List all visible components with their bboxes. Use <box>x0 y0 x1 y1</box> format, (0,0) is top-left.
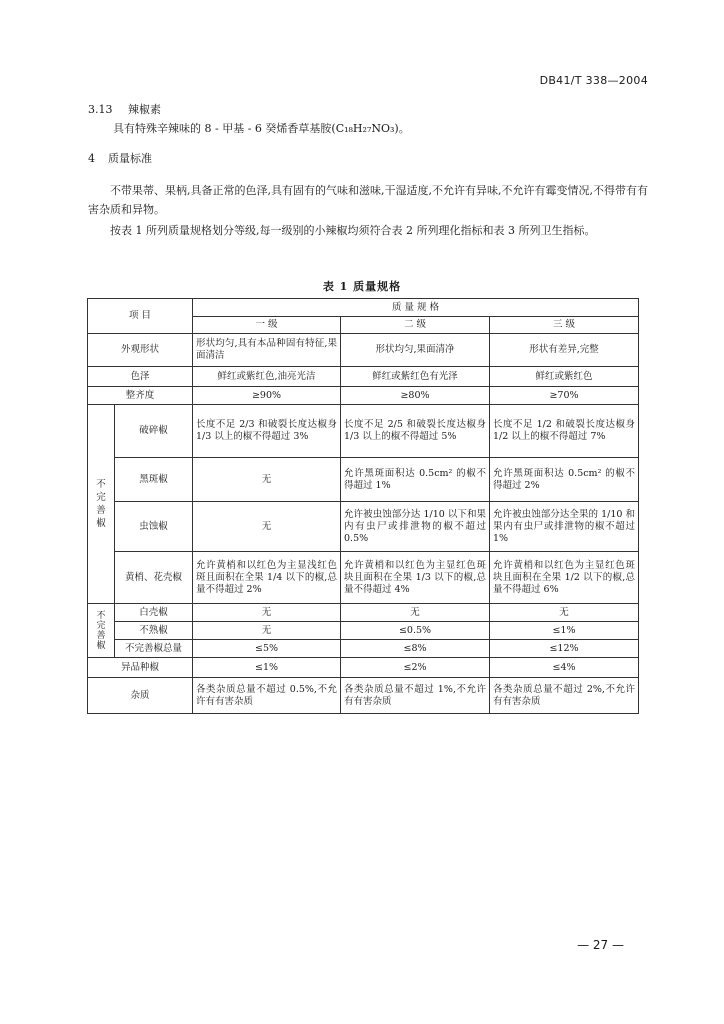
cell-grade-1: ≥90% <box>193 387 341 405</box>
cell-grade-2: ≤2% <box>341 658 490 678</box>
row-label: 破碎椒 <box>115 405 193 458</box>
table-row <box>88 678 639 714</box>
cell-grade-2: 鲜红或紫红色有光泽 <box>341 367 490 387</box>
table-row <box>88 622 639 640</box>
cell-grade-1: 无 <box>193 604 341 622</box>
group-label-incomplete <box>88 405 115 604</box>
section-title: 质量标准 <box>108 152 152 165</box>
cell-grade-1: ≤1% <box>193 658 341 678</box>
group-char: 善 <box>96 630 106 641</box>
cell-grade-3: ≤12% <box>490 640 639 658</box>
row-label: 杂质 <box>88 678 193 714</box>
group-char: 不 <box>96 610 106 621</box>
group-char: 椒 <box>96 640 106 651</box>
cell-grade-3: 形状有差异,完整 <box>490 334 639 367</box>
row-label: 整齐度 <box>88 387 193 405</box>
cell-grade-3: ≥70% <box>490 387 639 405</box>
cell-grade-2: ≤8% <box>341 640 490 658</box>
section-title: 辣椒素 <box>128 103 161 116</box>
cell-grade-3: 长度不足 1/2 和破裂长度达椒身 1/2 以上的椒不得超过 7% <box>490 405 639 458</box>
cell-grade-3: 鲜红或紫红色 <box>490 367 639 387</box>
table-row <box>88 367 639 387</box>
section-4-heading <box>88 150 152 166</box>
table-row <box>88 405 639 458</box>
section-number: 4 <box>88 152 95 165</box>
section-3-13-heading <box>88 101 161 117</box>
group-char: 完 <box>96 492 106 503</box>
cell-grade-1: 形状均匀,具有本品种固有特征,果面清洁 <box>193 334 341 367</box>
cell-grade-3: ≤4% <box>490 658 639 678</box>
row-label: 异品种椒 <box>88 658 193 678</box>
row-label: 白壳椒 <box>115 604 193 622</box>
row-label: 色泽 <box>88 367 193 387</box>
cell-grade-3: 各类杂质总量不超过 2%,不允许有有害杂质 <box>490 678 639 714</box>
cell-grade-2: 形状均匀,果面清净 <box>341 334 490 367</box>
group-char: 完 <box>96 620 106 631</box>
row-label: 虫蚀椒 <box>115 502 193 552</box>
cell-grade-2: 允许黑斑面积达 0.5cm² 的椒不得超过 1% <box>341 458 490 502</box>
header-spec: 质 量 规 格 <box>193 299 639 317</box>
cell-grade-3: 允许被虫蚀部分达全果的 1/10 和果内有虫尸或排泄物的椒不超过 1% <box>490 502 639 552</box>
cell-grade-1: ≤5% <box>193 640 341 658</box>
cell-grade-3: ≤1% <box>490 622 639 640</box>
section-3-13-definition: 具有特殊辛辣味的 8 - 甲基 - 6 癸烯香草基胺(C₁₈H₂₇NO₃)。 <box>113 122 410 135</box>
row-label: 外观形状 <box>88 334 193 367</box>
section-number: 3.13 <box>88 103 113 116</box>
cell-grade-2: 允许被虫蚀部分达 1/10 以下和果内有虫尸或排泄物的椒不超过 0.5% <box>341 502 490 552</box>
row-label: 黑斑椒 <box>115 458 193 502</box>
cell-grade-2: 各类杂质总量不超过 1%,不允许有有害杂质 <box>341 678 490 714</box>
cell-grade-3: 无 <box>490 604 639 622</box>
row-label: 不熟椒 <box>115 622 193 640</box>
group-char: 不 <box>96 479 106 490</box>
cell-grade-2: 长度不足 2/5 和破裂长度达椒身 1/3 以上的椒不得超过 5% <box>341 405 490 458</box>
cell-grade-1: 无 <box>193 458 341 502</box>
cell-grade-2: 无 <box>341 604 490 622</box>
group-char: 椒 <box>96 518 106 529</box>
header-grade-3: 三 级 <box>490 317 639 334</box>
cell-grade-3: 允许黑斑面积达 0.5cm² 的椒不得超过 2% <box>490 458 639 502</box>
table-row <box>88 387 639 405</box>
table-row <box>88 640 639 658</box>
cell-grade-2: ≤0.5% <box>341 622 490 640</box>
row-label: 不完善椒总量 <box>115 640 193 658</box>
page-number: — 27 — <box>577 938 624 952</box>
table-row <box>88 458 639 502</box>
row-label: 黄梢、花壳椒 <box>115 552 193 604</box>
standard-number: DB41/T 338—2004 <box>539 74 648 87</box>
cell-grade-1: 允许黄梢和以红色为主显浅红色斑且面积在全果 1/4 以下的椒,总量不得超过 2% <box>193 552 341 604</box>
header-item: 项 目 <box>88 299 193 334</box>
cell-grade-2: 允许黄梢和以红色为主显红色斑块且面积在全果 1/3 以下的椒,总量不得超过 4% <box>341 552 490 604</box>
cell-grade-2: ≥80% <box>341 387 490 405</box>
group-label-imperfect <box>88 604 115 658</box>
section-4-paragraph-1: 不带果蒂、果柄,具备正常的色泽,具有固有的气味和滋味,干湿适度,不允许有异味,不允许有霉变情况,不得带有有害杂质和异物。 <box>88 184 648 216</box>
table-row <box>88 552 639 604</box>
header-grade-1: 一 级 <box>193 317 341 334</box>
cell-grade-1: 各类杂质总量不超过 0.5%,不允许有有害杂质 <box>193 678 341 714</box>
quality-spec-table <box>87 298 639 714</box>
table-row <box>88 334 639 367</box>
table-row <box>88 604 639 622</box>
cell-grade-1: 无 <box>193 502 341 552</box>
cell-grade-1: 长度不足 2/3 和破裂长度达椒身 1/3 以上的椒不得超过 3% <box>193 405 341 458</box>
table-caption: 表 1 质量规格 <box>322 280 402 293</box>
table-row <box>88 502 639 552</box>
cell-grade-1: 无 <box>193 622 341 640</box>
table-row <box>88 658 639 678</box>
group-char: 善 <box>96 505 106 516</box>
cell-grade-1: 鲜红或紫红色,油亮光洁 <box>193 367 341 387</box>
header-grade-2: 二 级 <box>341 317 490 334</box>
cell-grade-3: 允许黄梢和以红色为主显红色斑块且面积在全果 1/2 以下的椒,总量不得超过 6% <box>490 552 639 604</box>
section-4-paragraph-2: 按表 1 所列质量规格划分等级,每一级别的小辣椒均须符合表 2 所列理化指标和表 3 所列卫生指标。 <box>110 224 596 237</box>
